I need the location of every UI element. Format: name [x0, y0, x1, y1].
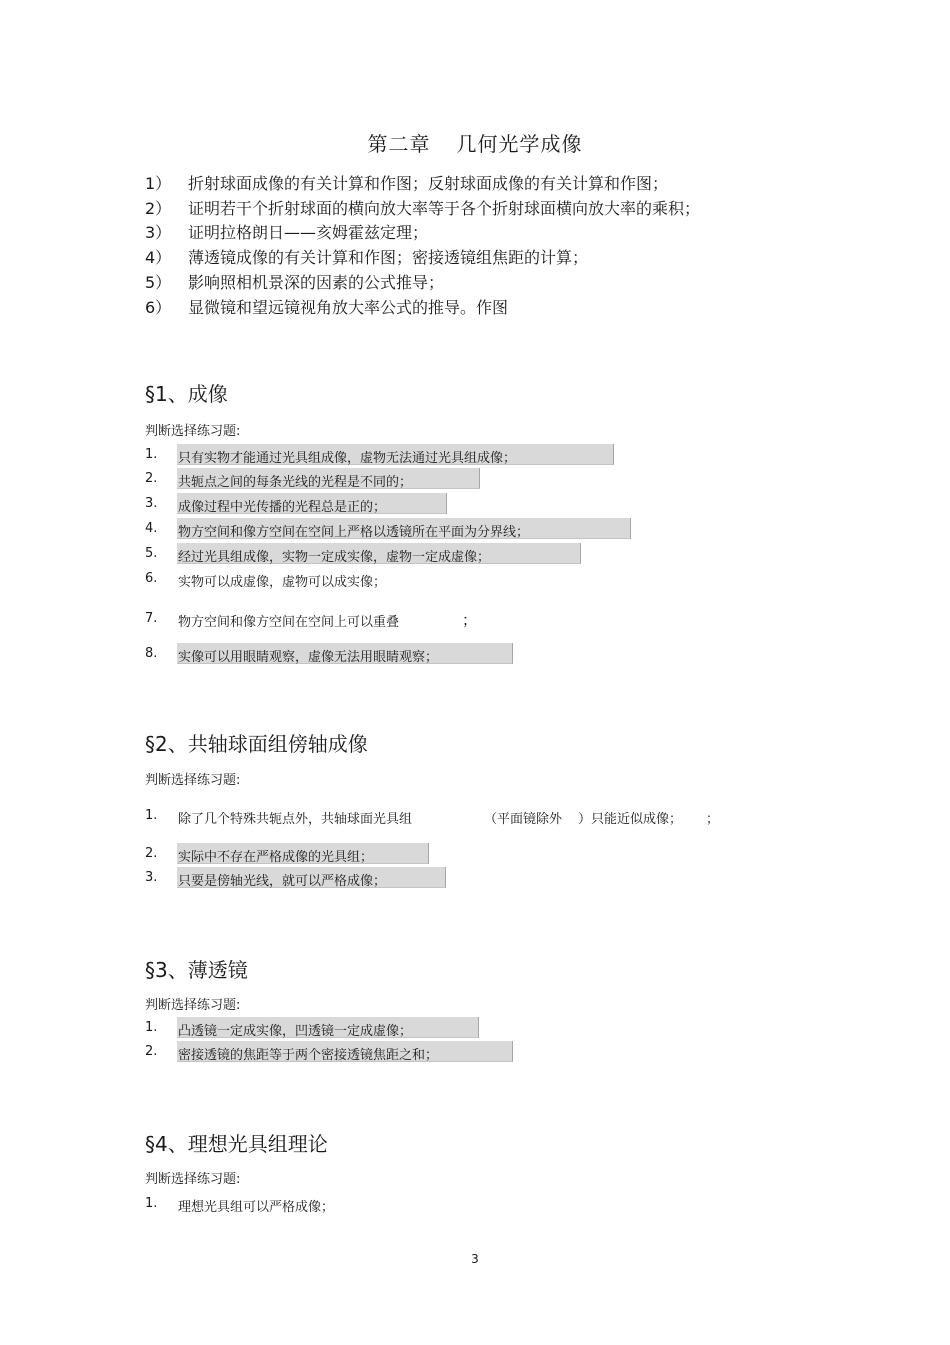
- question-text: 除了几个特殊共轭点外，共轴球面光具组: [178, 812, 413, 827]
- objective-text: 折射球面成像的有关计算和作图；反射球面成像的有关计算和作图；: [188, 174, 669, 193]
- question-tail: ；: [462, 611, 478, 629]
- question-number: 4.: [145, 521, 158, 536]
- question-number: 1.: [145, 808, 158, 823]
- question-text: 密接透镜的焦距等于两个密接透镜焦距之和；: [178, 1048, 439, 1063]
- question-number: 2.: [145, 846, 158, 861]
- section-subtitle: 判断选择练习题:: [145, 773, 241, 788]
- chapter-title: [0, 128, 950, 157]
- question-text: 物方空间和像方空间在空间上可以重叠: [178, 615, 400, 630]
- section-title: §4、理想光具组理论: [145, 1132, 328, 1156]
- question-number: 6.: [145, 571, 158, 586]
- section-title: §3、薄透镜: [145, 958, 248, 982]
- question-number: 3.: [145, 496, 158, 511]
- objective-text: 影响照相机景深的因素的公式推导；: [188, 273, 445, 292]
- question-text: 理想光具组可以严格成像；: [178, 1200, 335, 1215]
- question-number: 3.: [145, 870, 158, 885]
- section-subtitle: 判断选择练习题:: [145, 998, 241, 1013]
- objective-number: 2）: [145, 199, 172, 218]
- question-text: 实物可以成虚像，虚物可以成实像；: [178, 575, 387, 590]
- question-text: 实际中不存在严格成像的光具组；: [178, 850, 374, 865]
- question-number: 1.: [145, 1196, 158, 1211]
- objective-number: 4）: [145, 248, 172, 267]
- section-subtitle: 判断选择练习题:: [145, 424, 241, 439]
- question-number: 8.: [145, 646, 158, 661]
- section-subtitle: 判断选择练习题:: [145, 1172, 241, 1187]
- question-text: 只有实物才能通过光具组成像，虚物无法通过光具组成像；: [178, 451, 517, 466]
- question-number: 5.: [145, 546, 158, 561]
- objective-number: 3）: [145, 223, 172, 242]
- objective-text: 证明若干个折射球面的横向放大率等于各个折射球面横向放大率的乘积；: [188, 199, 701, 218]
- question-text: 实像可以用眼睛观察，虚像无法用眼睛观察；: [178, 650, 439, 665]
- question-text: 只要是傍轴光线，就可以严格成像；: [178, 874, 387, 889]
- section-title: §2、共轴球面组傍轴成像: [145, 732, 368, 756]
- objective-text: 薄透镜成像的有关计算和作图；密接透镜组焦距的计算；: [188, 248, 589, 267]
- objective-text: 显微镜和望远镜视角放大率公式的推导。作图: [188, 298, 509, 317]
- question-number: 1.: [145, 1020, 158, 1035]
- page-number: 3: [471, 1252, 479, 1266]
- question-number: 2.: [145, 1044, 158, 1059]
- question-number: 7.: [145, 611, 158, 626]
- question-number: 2.: [145, 471, 158, 486]
- question-text: 物方空间和像方空间在空间上严格以透镜所在平面为分界线；: [178, 525, 530, 540]
- objective-text: 证明拉格朗日——亥姆霍兹定理；: [188, 223, 429, 242]
- chapter-number: 第二章: [367, 132, 431, 156]
- section-title: §1、成像: [145, 382, 228, 406]
- question-continuation: ）只能近似成像；: [578, 812, 683, 827]
- chapter-name: 几何光学成像: [456, 132, 583, 156]
- question-paren: （平面镜除外: [484, 812, 563, 827]
- objective-number: 5）: [145, 273, 172, 292]
- objective-number: 6）: [145, 298, 172, 317]
- question-number: 1.: [145, 447, 158, 462]
- question-text: 共轭点之间的每条光线的光程是不同的；: [178, 475, 413, 490]
- question-text: 凸透镜一定成实像，凹透镜一定成虚像；: [178, 1024, 413, 1039]
- question-text: 经过光具组成像，实物一定成实像，虚物一定成虚像；: [178, 550, 491, 565]
- question-tail: ；: [706, 812, 720, 827]
- objective-number: 1）: [145, 174, 172, 193]
- question-text: 成像过程中光传播的光程总是正的；: [178, 500, 387, 515]
